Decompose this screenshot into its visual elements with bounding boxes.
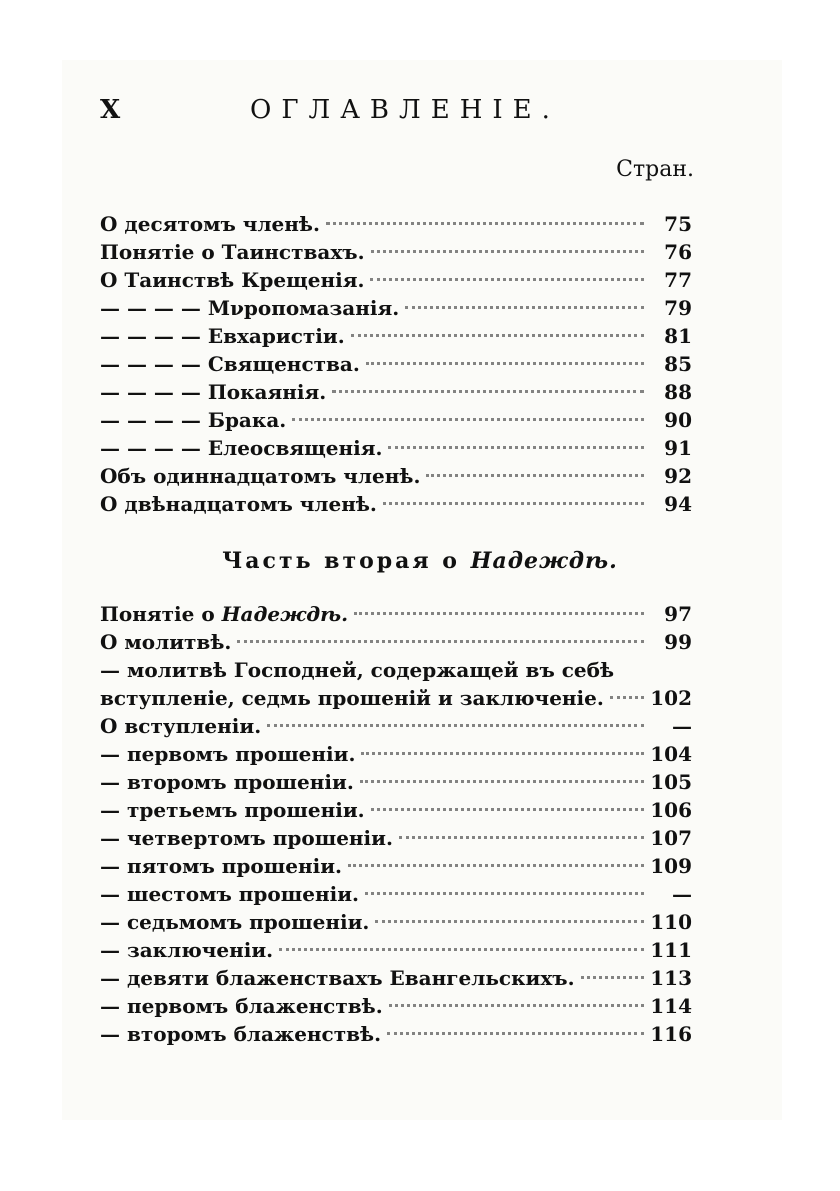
dot-leader (332, 389, 644, 393)
dot-leader (383, 501, 644, 505)
section-heading-italic: Надеждѣ. (470, 548, 618, 574)
toc-page-number: 79 (664, 296, 692, 320)
toc-page-number: 85 (664, 352, 692, 376)
toc-entry-text: Объ одиннадцатомъ членѣ. (100, 464, 421, 488)
section-heading (0, 548, 840, 574)
toc-entry-line: — молитвѣ Господней, содержащей въ себѣ (100, 658, 615, 682)
toc-page-number: 76 (664, 240, 692, 264)
toc-entry-text: — заключеніи. (100, 938, 274, 962)
dot-leader (326, 221, 644, 225)
toc-entry-text: О двѣнадцатомъ членѣ. (100, 492, 377, 516)
toc-row (100, 712, 692, 740)
toc-entry-text: — первомъ блаженствѣ. (100, 994, 383, 1018)
toc-page-number: 109 (650, 854, 692, 878)
dot-leader (399, 835, 644, 839)
toc-page-number: 97 (664, 602, 692, 626)
dot-leader (365, 891, 644, 895)
toc-row (100, 434, 692, 462)
toc-page-number: 105 (650, 770, 692, 794)
toc-page-number: 99 (664, 630, 692, 654)
toc-row (100, 936, 692, 964)
dot-leader (371, 249, 644, 253)
toc-entry-text: Понятіе о Таинствахъ. (100, 240, 365, 264)
toc-page-number: — (672, 714, 692, 738)
toc-row (100, 238, 692, 266)
toc-entry-text: — второмъ прошеніи. (100, 770, 354, 794)
dot-leader (370, 277, 644, 281)
toc-row (100, 266, 692, 294)
toc-entry-text: — седьмомъ прошеніи. (100, 910, 370, 934)
dot-leader (279, 947, 644, 951)
toc-page-number: — (672, 882, 692, 906)
toc-page-number: 94 (664, 492, 692, 516)
toc-row (100, 796, 692, 824)
toc-entry-text: — — — — Священства. (100, 352, 360, 376)
toc-entry-text: — — — — Брака. (100, 408, 287, 432)
toc-entry-text: — третьемъ прошеніи. (100, 798, 365, 822)
dot-leader (351, 333, 644, 337)
section-heading-text: Часть вторая о (222, 548, 460, 574)
toc-row (100, 322, 692, 350)
toc-entry-text: — шестомъ прошеніи. (100, 882, 359, 906)
dot-leader (348, 863, 644, 867)
toc-page-number: 104 (650, 742, 692, 766)
dot-leader (426, 473, 644, 477)
toc-row (100, 880, 692, 908)
toc-row (100, 210, 692, 238)
toc-entry-text: — девяти блаженствахъ Евангельскихъ. (100, 966, 575, 990)
dot-leader (237, 639, 644, 643)
toc-entry-text: О десятомъ членѣ. (100, 212, 320, 236)
toc-row (100, 1020, 692, 1048)
toc-part-one (100, 210, 692, 518)
toc-row (100, 490, 692, 518)
toc-row (100, 462, 692, 490)
page-number: X (100, 95, 121, 125)
toc-entry-text: О вступленіи. (100, 714, 262, 738)
toc-entry-text: — — — — Елеосвященія. (100, 436, 383, 460)
toc-row (100, 684, 692, 712)
toc-page-number: 75 (664, 212, 692, 236)
dot-leader (360, 779, 644, 783)
toc-entry-text: — пятомъ прошеніи. (100, 854, 343, 878)
toc-page-number: 88 (664, 380, 692, 404)
toc-row (100, 768, 692, 796)
dot-leader (387, 1031, 644, 1035)
toc-page-number: 90 (664, 408, 692, 432)
page-column-label: Стран. (616, 157, 694, 182)
toc-page-number: 111 (650, 938, 692, 962)
toc-page-number: 77 (664, 268, 692, 292)
toc-page-number: 102 (650, 686, 692, 710)
toc-page-number: 116 (650, 1022, 692, 1046)
toc-entry-text: — — — — Покаянія. (100, 380, 327, 404)
toc-entry-text: — первомъ прошеніи. (100, 742, 356, 766)
dot-leader (267, 723, 644, 727)
toc-row (100, 294, 692, 322)
dot-leader (388, 445, 644, 449)
dot-leader (405, 305, 644, 309)
dot-leader (581, 975, 644, 979)
toc-row (100, 406, 692, 434)
toc-entry-text: О Таинствѣ Крещенія. (100, 268, 365, 292)
toc-entry-text: — второмъ блаженствѣ. (100, 1022, 382, 1046)
toc-entry-text: — — — — Мνропомазанія. (100, 296, 400, 320)
toc-row (100, 992, 692, 1020)
toc-row (100, 350, 692, 378)
toc-entry-text: О молитвѣ. (100, 630, 232, 654)
toc-entry-text: вступленіе, седмь прошеній и заключеніе. (100, 686, 604, 710)
dot-leader (375, 919, 644, 923)
toc-page-number: 114 (650, 994, 692, 1018)
toc-page-number: 110 (650, 910, 692, 934)
toc-page-number: 107 (650, 826, 692, 850)
toc-row (100, 964, 692, 992)
dot-leader (610, 695, 644, 699)
toc-page-number: 106 (650, 798, 692, 822)
page-title: ОГЛАВЛЕНІЕ. (250, 95, 560, 125)
toc-entry-prefix: Понятіе о (100, 602, 222, 626)
toc-entry-text (100, 600, 348, 628)
dot-leader (354, 611, 644, 615)
toc-row (100, 628, 692, 656)
toc-page-number: 81 (664, 324, 692, 348)
toc-entry-text: — четвертомъ прошеніи. (100, 826, 393, 850)
dot-leader (361, 751, 644, 755)
dot-leader (389, 1003, 644, 1007)
toc-row (100, 824, 692, 852)
dot-leader (371, 807, 644, 811)
toc-entry-text: — — — — Евхаристіи. (100, 324, 345, 348)
toc-page-number: 92 (664, 464, 692, 488)
toc-row (100, 908, 692, 936)
toc-row (100, 378, 692, 406)
toc-page-number: 91 (664, 436, 692, 460)
dot-leader (292, 417, 644, 421)
dot-leader (366, 361, 644, 365)
toc-row (100, 740, 692, 768)
toc-page-number: 113 (650, 966, 692, 990)
toc-row (100, 852, 692, 880)
toc-row (100, 600, 692, 628)
toc-entry-italic: Надеждѣ. (221, 602, 349, 626)
toc-part-two (100, 600, 692, 1048)
